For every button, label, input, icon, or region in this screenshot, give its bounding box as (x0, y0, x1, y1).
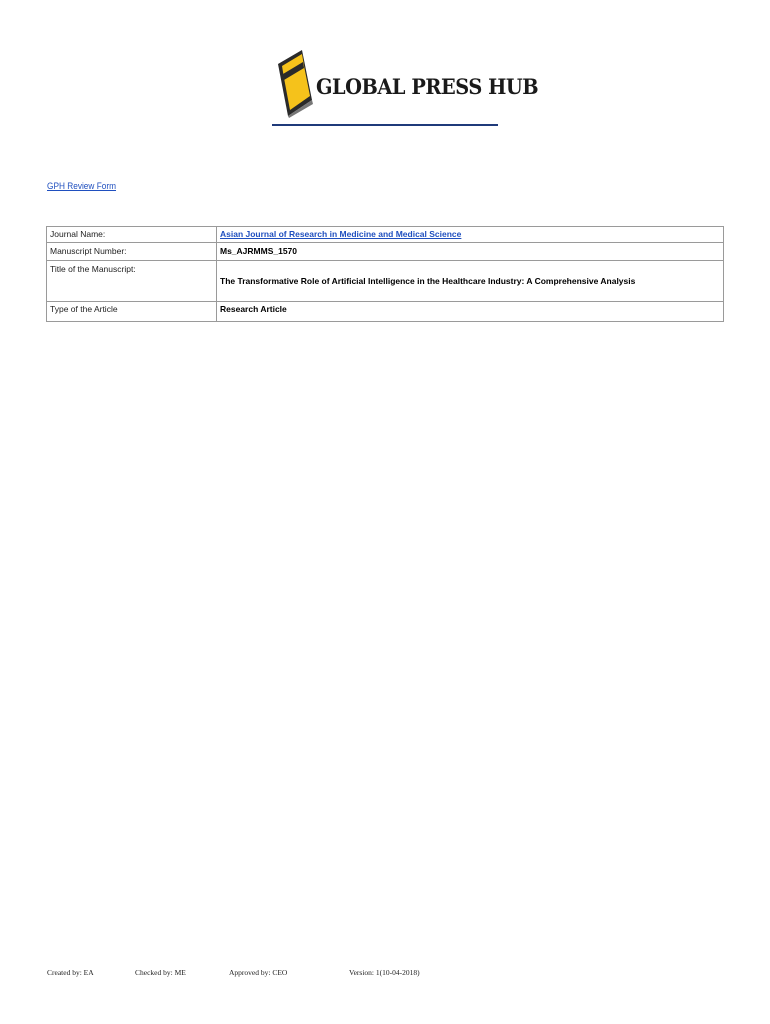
book-logo-icon (272, 46, 316, 118)
footer-checked-by: Checked by: ME (135, 968, 186, 977)
table-row (47, 227, 724, 243)
manuscript-info-table (46, 226, 724, 322)
article-type-value: Research Article (217, 302, 724, 322)
brand-name: GLOBAL PRESS HUB (316, 74, 539, 99)
table-row (47, 261, 724, 302)
footer-created-by: Created by: EA (47, 968, 94, 977)
manuscript-title-label: Title of the Manuscript: (47, 261, 217, 302)
journal-name-link[interactable]: Asian Journal of Research in Medicine and Medical Science (220, 229, 462, 239)
footer-version: Version: 1(10-04-2018) (349, 968, 420, 977)
journal-name-value (217, 227, 724, 243)
manuscript-number-value: Ms_AJRMMS_1570 (217, 243, 724, 261)
review-form-link[interactable]: GPH Review Form (47, 181, 117, 191)
manuscript-title-value: The Transformative Role of Artificial Intelligence in the Healthcare Industry: A Comprehensive Analysis (217, 261, 724, 302)
manuscript-number-label: Manuscript Number: (47, 243, 217, 261)
table-row (47, 243, 724, 261)
article-type-label: Type of the Article (47, 302, 217, 322)
journal-name-label: Journal Name: (47, 227, 217, 243)
page-header (272, 46, 539, 128)
table-row (47, 302, 724, 322)
header-divider (272, 124, 498, 126)
footer-approved-by: Approved by: CEO (229, 968, 288, 977)
